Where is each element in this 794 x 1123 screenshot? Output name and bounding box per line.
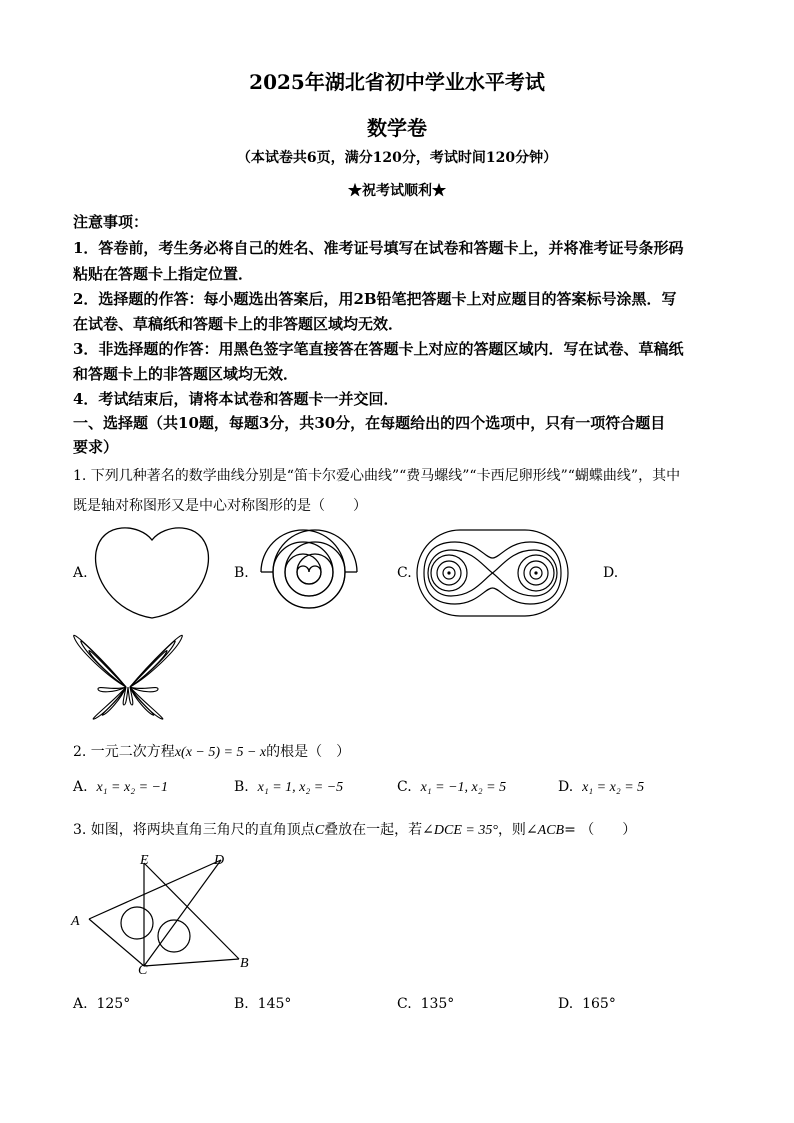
q3-asked-angle: ∠ACB [525, 823, 565, 838]
label-c: C [138, 963, 148, 978]
q2-option-a [73, 779, 168, 796]
notes-line: 在试卷、草稿纸和答题卡上的非答题区域均无效． [73, 315, 404, 333]
notes-line: 1．答卷前，考生务必将自己的姓名、准考证号填写在试卷和答题卡上，并将准考证号条形码 [73, 239, 684, 257]
q1-stem-cont: 既是轴对称图形又是中心对称图形的是（ ） [73, 498, 367, 514]
q3-option-a [73, 996, 130, 1012]
q2-stem-suffix: 的根是（ ） [266, 744, 351, 760]
exam-info: （本试卷共6页，满分120分，考试时间120分钟） [236, 150, 558, 166]
q1-option-b-label: B. [234, 565, 249, 581]
cardioid-figure [90, 520, 215, 625]
q2-option-label: C. [397, 779, 412, 795]
q2-option-text: x₁ = −1, x₂ = 5 [420, 780, 507, 795]
q3-option-text: 125° [96, 996, 131, 1012]
q3-option-text: 135° [420, 996, 455, 1012]
q3-option-b [234, 996, 291, 1012]
q3-option-c [397, 996, 454, 1012]
q2-stem-prefix: 2. 一元二次方程 [73, 744, 175, 760]
q2-option-label: A. [73, 779, 88, 795]
q3-option-text: 165° [582, 996, 616, 1012]
q2-option-text: x₁ = x₂ = 5 [582, 780, 645, 795]
exam-wish: ★祝考试顺利★ [348, 183, 446, 199]
notes-line: 和答题卡上的非答题区域均无效． [73, 365, 299, 383]
q2-option-d [558, 779, 644, 796]
exam-subtitle: 数学卷 [367, 116, 427, 140]
label-a: A [71, 914, 80, 929]
q1-option-c-label: C. [397, 565, 412, 581]
q3-stem-mid: 叠放在一起，若 [324, 822, 423, 838]
notes-line: 2．选择题的作答：每小题选出答案后，用2B铅笔把答题卡上对应题目的答案标号涂黑．写 [73, 290, 677, 308]
q1-option-a-label: A. [73, 565, 88, 581]
q2-stem [73, 741, 350, 761]
q2-equation: x(x − 5) = 5 − x [174, 745, 267, 760]
cassini-oval-figure [415, 528, 570, 618]
notes-heading: 注意事项： [73, 213, 149, 231]
q2-option-label: D. [558, 779, 574, 795]
q2-option-text: x₁ = 1, x₂ = −5 [257, 780, 344, 795]
q3-stem-suffix: = （ ） [564, 822, 637, 838]
notes-line: 粘贴在答题卡上指定位置． [73, 265, 254, 283]
q3-option-label: A. [73, 996, 88, 1012]
q3-given-angle: ∠DCE = 35° [422, 823, 498, 838]
q3-option-d [558, 996, 616, 1012]
label-d: D [214, 853, 225, 868]
exam-title: 2025年湖北省初中学业水平考试 [249, 70, 545, 94]
q3-option-label: C. [397, 996, 412, 1012]
q3-stem-prefix: 3. 如图，将两块直角三角尺的直角顶点 [73, 822, 315, 838]
q3-stem-mid2: ，则 [497, 822, 526, 838]
butterfly-curve-figure [68, 625, 188, 725]
notes-line: 4．考试结束后，请将本试卷和答题卡一并交回． [73, 390, 399, 408]
q3-option-label: B. [234, 996, 249, 1012]
notes-line: 3．非选择题的作答：用黑色签字笔直接答在答题卡上对应的答题区域内．写在试卷、草稿纸 [73, 340, 684, 358]
q2-option-text: x₁ = x₂ = −1 [96, 780, 168, 795]
spiral-figure [252, 517, 366, 627]
q1-stem: 1. 下列几种著名的数学曲线分别是“笛卡尔爱心曲线”“费马螺线”“卡西尼卵形线”“蝴蝶曲线”，其中 [73, 468, 681, 484]
q1-option-d-label: D. [603, 565, 619, 581]
q3-option-text: 145° [257, 996, 292, 1012]
q2-option-c [397, 779, 506, 796]
label-e: E [140, 853, 149, 868]
q2-option-label: B. [234, 779, 249, 795]
q2-option-b [234, 779, 343, 796]
triangle-rulers-figure [66, 848, 266, 978]
q3-option-label: D. [558, 996, 574, 1012]
section-heading-cont: 要求） [73, 438, 119, 456]
section-heading: 一、选择题（共10题，每题3分，共30分，在每题给出的四个选项中，只有一项符合题目 [73, 414, 666, 432]
q3-stem [73, 819, 636, 839]
label-b: B [240, 956, 249, 971]
q3-point: C [314, 823, 325, 838]
